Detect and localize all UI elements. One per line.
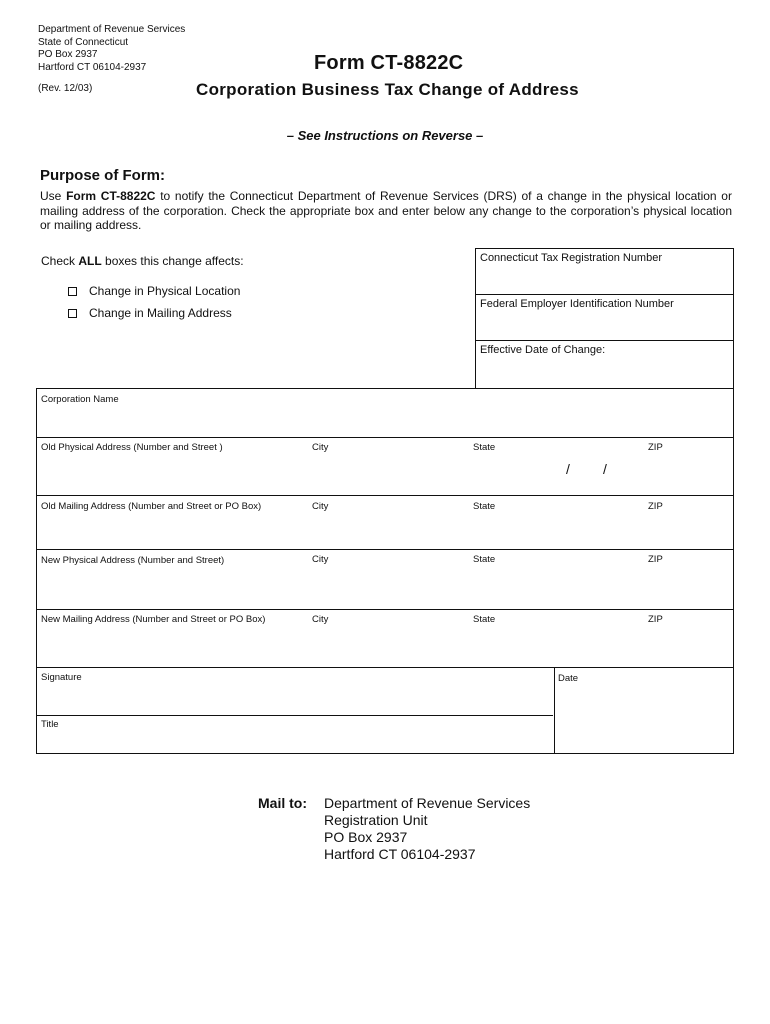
purpose-text <box>40 189 732 233</box>
purpose-heading: Purpose of Form: <box>40 167 166 184</box>
fein-label: Federal Employer Identification Number <box>480 298 674 310</box>
agency-address <box>38 24 185 74</box>
check-suffix: boxes this change affects: <box>101 254 244 268</box>
divider <box>37 609 733 610</box>
divider <box>37 437 733 438</box>
mail-to-address <box>324 795 530 863</box>
purpose-form-ref: Form CT-8822C <box>66 189 156 203</box>
see-instructions-note: – See Instructions on Reverse – <box>286 128 484 143</box>
physical-location-label: Change in Physical Location <box>89 284 241 298</box>
divider <box>554 667 555 753</box>
form-title: Form CT-8822C <box>314 52 464 74</box>
purpose-text-before: Use <box>40 189 67 203</box>
title-label: Title <box>41 719 59 730</box>
fein-field[interactable] <box>476 295 733 341</box>
form-subtitle: Corporation Business Tax Change of Address <box>196 80 579 99</box>
mail-to-line: Department of Revenue Services <box>324 795 531 811</box>
new-mailing-state-label: State <box>473 614 496 625</box>
old-physical-address-label: Old Physical Address (Number and Street ) <box>41 442 223 453</box>
new-mailing-address-label: New Mailing Address (Number and Street or PO Box) <box>41 614 266 625</box>
address-table <box>36 388 734 754</box>
old-physical-city-label: City <box>312 442 329 453</box>
signature-label: Signature <box>41 672 82 683</box>
divider <box>37 667 733 668</box>
new-physical-state-label: State <box>473 554 496 565</box>
agency-line: State of Connecticut <box>38 36 129 48</box>
revision-date: (Rev. 12/03) <box>38 83 93 94</box>
mailing-address-option[interactable] <box>68 306 232 320</box>
divider <box>37 715 553 716</box>
corporation-name-label: Corporation Name <box>41 394 119 405</box>
date-separator: / <box>603 461 607 477</box>
purpose-text-after: to notify the Connecticut Department of Revenue Services (DRS) of a change in the physical location or mailing address of the corporation. Check the appropriate box and enter below any change to the corporation’s physical location or mailing address. <box>40 189 732 232</box>
mail-to-line: Registration Unit <box>324 812 428 828</box>
old-mailing-state-label: State <box>473 501 496 512</box>
new-mailing-zip-label: ZIP <box>648 614 663 625</box>
effective-date-label: Effective Date of Change: <box>480 344 606 356</box>
check-prefix: Check <box>41 254 79 268</box>
old-physical-zip-label: ZIP <box>648 442 663 453</box>
new-physical-address-label: New Physical Address (Number and Street) <box>41 555 225 566</box>
physical-location-checkbox[interactable] <box>68 287 77 296</box>
mail-to-line: Hartford CT 06104-2937 <box>324 846 476 862</box>
date-separator: / <box>566 461 570 477</box>
ct-tax-registration-field[interactable] <box>476 249 733 295</box>
mailing-address-checkbox[interactable] <box>68 309 77 318</box>
new-mailing-city-label: City <box>312 614 329 625</box>
agency-line: Hartford CT 06104-2937 <box>38 61 147 73</box>
mail-to-label: Mail to: <box>258 795 307 811</box>
new-physical-zip-label: ZIP <box>648 554 663 565</box>
old-mailing-address-label: Old Mailing Address (Number and Street or PO Box) <box>41 501 262 512</box>
date-label: Date <box>558 673 579 684</box>
divider <box>37 495 733 496</box>
mailing-address-label: Change in Mailing Address <box>89 306 232 320</box>
old-mailing-city-label: City <box>312 501 329 512</box>
agency-line: PO Box 2937 <box>38 49 98 60</box>
physical-location-option[interactable] <box>68 284 240 298</box>
divider <box>37 549 733 550</box>
mail-to-line: PO Box 2937 <box>324 829 408 845</box>
ct-tax-registration-label: Connecticut Tax Registration Number <box>480 252 662 264</box>
old-physical-state-label: State <box>473 442 496 453</box>
agency-line: Department of Revenue Services <box>38 24 186 35</box>
new-physical-city-label: City <box>312 554 329 565</box>
check-all-emphasis: ALL <box>78 254 102 268</box>
check-instruction <box>41 254 244 268</box>
old-mailing-zip-label: ZIP <box>648 501 663 512</box>
